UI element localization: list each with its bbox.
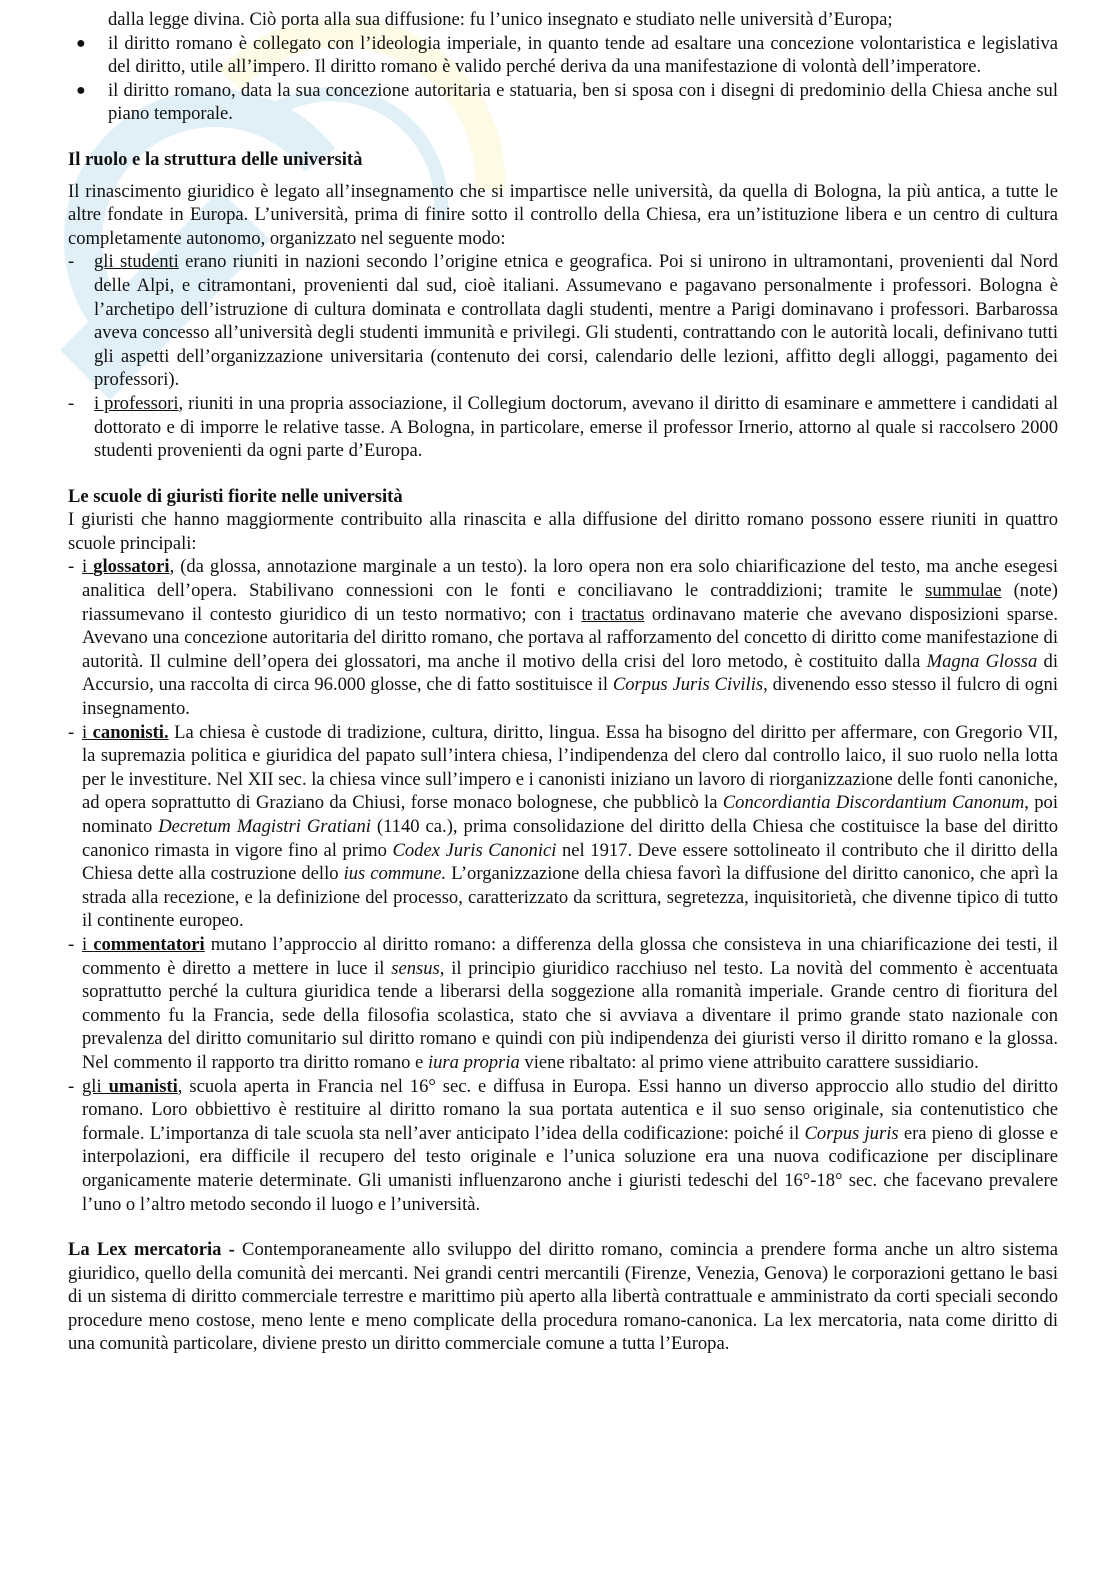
bullet-dot-icon: ●	[76, 81, 86, 99]
list-item: - i professori, riuniti in una propria associazione, il Collegium doctorum, avevano il diritto di esaminare e ammettere i candidati al dottorato e di imporre le relative tasse. A Bologna, in particolare, emerse il professor Irnerio, attorno al quale si raccolsero 2000 studenti provenienti da ogni parte d’Europa.	[68, 392, 1058, 462]
list-item: - gli studenti erano riuniti in nazioni secondo l’origine etnica e geografica. Poi si unirono in ultramontani, provenienti dal Nord delle Alpi, e citramontani, provenienti dal sud, cioè italiani. Assumevano e pagavano personalmente i professori. Bologna è l’archetipo dell’istruzione di cultura dominata e controllata dagli studenti, mentre a Parigi dominavano i professori. Barbarossa aveva concesso all’università degli studenti immunità e privilegi. Gli studenti, contrattando con le autorità locali, definivano tutti gli aspetti dell’organizzazione universitaria (contenuto dei corsi, calendario delle lezioni, affitto degli alloggi, pagamento dei professori).	[68, 251, 1058, 391]
section-heading: Le scuole di giuristi fiorite nelle università	[68, 485, 403, 507]
dash-marker-icon: -	[68, 721, 75, 743]
section-intro: I giuristi che hanno maggiormente contribuito alla rinascita e alla diffusione del diritto romano possono essere riuniti in quattro scuole principali:	[68, 509, 1058, 554]
document-body	[68, 8, 1058, 1356]
lex-mercatoria-paragraph: La Lex mercatoria - Contemporaneamente allo sviluppo del diritto romano, comincia a prendere forma anche un altro sistema giuridico, quello della comunità dei mercanti. Nei grandi centri mercantili (Firenze, Venezia, Genova) le corporazioni gettano le basi di un sistema di diritto commerciale terrestre e marittimo più aperto alla libertà contrattuale e amministrato da corti speciali secondo procedure meno costose, meno lente e meno complicate della procedura romano-canonica. La lex mercatoria, nata come diritto di una comunità particolare, diviene presto un diritto commerciale comune a tutta l’Europa.	[68, 1239, 1058, 1355]
dash-marker-icon: -	[68, 1075, 75, 1097]
section-intro: Il rinascimento giuridico è legato all’insegnamento che si impartisce nelle università, da quella di Bologna, la più antica, a tutte le altre fondate in Europa. L’università, prima di finire sotto il controllo della Chiesa, era un’istituzione libera e un centro di cultura completamente autonomo, organizzato nel seguente modo:	[68, 180, 1058, 249]
dash-marker-icon: -	[68, 556, 75, 578]
intro-bullet: ● il diritto romano è collegato con l’ideologia imperiale, in quanto tende ad esaltare una concezione volontaristica e legislativa del diritto, utile all’impero. Il diritto romano è valido perché deriva da una manifestazione di volontà dell’imperatore.	[76, 32, 1058, 78]
list-item-glossatori: - i glossatori, (da glossa, annotazione marginale a un testo). la loro opera non era solo chiarificazione del testo, ma anche esegesi analitica dell’opera. Stabilivano connessioni con le fonti e conciliavano le contraddizioni; tramite le summulae (note) riassumevano il contesto giuridico di un testo normativo; con i tractatus ordinavano materie che avevano disposizioni sparse. Avevano una concezione autoritaria del diritto romano, che portava al rafforzamento del concetto di diritto come manifestazione di autorità. Il culmine dell’opera dei glossatori, ma anche il motivo della crisi del loro metodo, è costituito dalla Magna Glossa di Accursio, una raccolta di circa 96.000 glosse, che di fatto sostituisce il Corpus Juris Civilis, divenendo esso stesso il fulcro di ogni insegnamento.	[68, 556, 1059, 720]
list-item-canonisti: - i canonisti. La chiesa è custode di tradizione, cultura, diritto, lingua. Essa ha bisogno del diritto per affermare, con Gregorio VII, la supremazia politica e giuridica del papato sull’intera chiesa, l’indipendenza del clero dal controllo laico, il suo ruolo nella lotta per le investiture. Nel XII sec. la chiesa vince sull’impero e i canonisti iniziano un lavoro di riorganizzazione delle fonti canoniche, ad opera soprattutto di Graziano da Chiusi, forse monaco bolognese, che pubblicò la Concordiantia Discordantium Canonum, poi nominato Decretum Magistri Gratiani (1140 ca.), prima consolidazione del diritto della Chiesa che costituisce la base del diritto canonico rimasta in vigore fino al primo Codex Juris Canonici nel 1917. Deve essere sottolineato il contributo che il diritto della Chiesa dette alla costruzione dello ius commune. L’organizzazione della chiesa favorì la diffusione del diritto canonico, che aprì la strada alla recezione, e la definizione del processo, caratterizzato da scrittura, segretezza, inquisitorietà, che divenne tipico di tutto il continente europeo.	[68, 721, 1058, 932]
bullet-dot-icon: ●	[76, 34, 86, 52]
intro-continuation: dalla legge divina. Ciò porta alla sua diffusione: fu l’unico insegnato e studiato nelle università d’Europa;	[108, 9, 893, 30]
intro-bullet: ● il diritto romano, data la sua concezione autoritaria e statuaria, ben si sposa con i disegni di predominio della Chiesa anche sul piano temporale.	[76, 79, 1058, 125]
dash-marker-icon: -	[68, 933, 75, 955]
list-item-commentatori: - i commentatori mutano l’approccio al diritto romano: a differenza della glossa che consisteva in una chiarificazione dei testi, il commento è diretto a mettere in luce il sensus, il principio giuridico racchiuso nel testo. La novità del commento è accentuata soprattutto perché la cultura giuridica tende a liberarsi della soggezione alla romanità imperiale. Grande centro di fioritura del commento fu la Francia, sede della filosofia scolastica, stato che si avviava a diventare il primo grande stato nazionale con prevalenza del diritto comunitario sul diritto romano e quindi con più indipendenza dei giuristi verso il diritto romano e la glossa. Nel commento il rapporto tra diritto romano e iura propria viene ribaltato: al primo viene attribuito carattere sussidiario.	[68, 933, 1058, 1073]
list-item-umanisti: - gli umanisti, scuola aperta in Francia nel 16° sec. e diffusa in Europa. Essi hanno un diverso approccio allo studio del diritto romano. Loro obbiettivo è restituire al diritto romano la sua portata autentica e il suo senso originale, sia contenutistico che formale. L’importanza di tale scuola sta nell’aver anticipato l’idea della codificazione: poiché il Corpus juris era pieno di glosse e interpolazioni, era difficile il recupero del testo originale e l’unica soluzione era una nuova codificazione per disciplinare organicamente materie determinate. Gli umanisti influenzarono anche i giuristi tedeschi del 16°-18° sec. che facevano prevalere l’uno o l’altro metodo secondo il luogo e l’università.	[68, 1075, 1059, 1215]
lex-mercatoria-heading: La Lex mercatoria -	[68, 1239, 235, 1261]
dash-marker-icon: -	[68, 251, 75, 273]
section-heading: Il ruolo e la struttura delle università	[68, 148, 363, 170]
dash-marker-icon: -	[68, 392, 75, 414]
